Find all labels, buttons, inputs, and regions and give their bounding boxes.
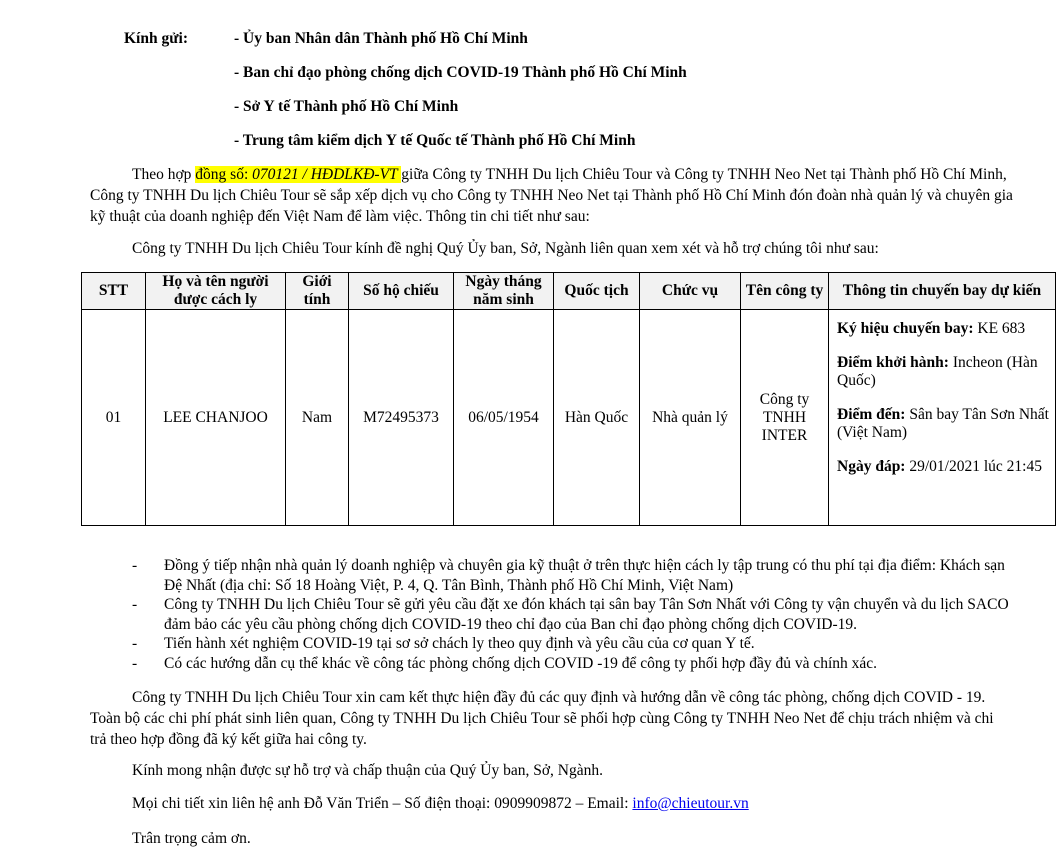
arrival-date-label: Ngày đáp:	[837, 458, 906, 475]
contact-line	[132, 795, 749, 813]
list-item-text: Công ty TNHH Du lịch Chiêu Tour sẽ gửi yêu cầu đặt xe đón khách tại sân bay Tân Sơn Nhất với Công ty vận chuyển và du lịch SACO đảm bảo các yêu cầu phòng chống dịch COVID-19 theo chỉ đạo của Ban chỉ đạo phòng chống dịch COVID-19.	[164, 596, 1009, 633]
arrival-date-value: 29/01/2021 lúc 21:45	[905, 458, 1042, 475]
cell-gender: Nam	[286, 310, 349, 526]
contract-label-highlight: đồng số:	[195, 166, 249, 183]
cell-position: Nhà quản lý	[640, 310, 741, 526]
header-dob: Ngày tháng năm sinh	[454, 273, 554, 310]
list-item	[132, 654, 1012, 674]
departure-value: Incheon (Hàn Quốc)	[837, 354, 1038, 389]
table-header-row	[82, 273, 1056, 310]
arrival-value: Sân bay Tân Sơn Nhất (Việt Nam)	[837, 406, 1049, 441]
flight-number-line	[837, 320, 1049, 338]
arrival-date-line	[837, 458, 1049, 476]
guest-table	[81, 272, 1056, 526]
intro-paragraph	[90, 164, 1015, 227]
bullet-marker: -	[132, 654, 138, 672]
bullet-marker: -	[132, 557, 138, 574]
header-company: Tên công ty	[741, 273, 829, 310]
list-item-text: Tiến hành xét nghiệm COVID-19 tại sơ sở chách ly theo quy định và yêu cầu của cơ quan Y tế.	[164, 635, 755, 652]
header-nationality: Quốc tịch	[554, 273, 640, 310]
table-row	[82, 310, 1056, 526]
cell-flight-info	[829, 310, 1056, 526]
contact-text: Mọi chi tiết xin liên hệ anh Đỗ Văn Triển – Số điện thoại: 0909909872 – Email:	[132, 795, 633, 812]
recipient-item: - Trung tâm kiểm dịch Y tế Quốc tế Thành phố Hồ Chí Minh	[234, 132, 636, 149]
list-item	[132, 595, 1012, 634]
cell-nationality: Hàn Quốc	[554, 310, 640, 526]
signoff-text: Trân trọng cảm ơn.	[132, 830, 251, 847]
list-item	[132, 556, 1012, 595]
recipients-label: Kính gửi:	[124, 30, 188, 47]
intro-part1: Theo hợp	[132, 166, 196, 183]
request-bullet-list	[132, 556, 1012, 673]
flight-number-value: KE 683	[973, 320, 1026, 337]
arrival-label: Điểm đến:	[837, 406, 906, 423]
intro-part2: giữa Công ty TNHH Du lịch Chiêu Tour và Công ty TNHH Neo Net tại Thành phố Hồ Chí Minh, Công ty TNHH Du lịch Chiêu Tour sẽ sắp xếp dịch vụ cho Công ty TNHH Neo Net tại Thành phố Hồ Chí Minh đón đoàn nhà quản lý và chuyên gia kỹ thuật của doanh nghiệp đến Việt Nam để làm việc. Thông tin chi tiết như sau:	[90, 166, 1013, 225]
cell-name: LEE CHANJOO	[146, 310, 286, 526]
header-flight-info: Thông tin chuyến bay dự kiến	[829, 273, 1056, 310]
closing-hope: Kính mong nhận được sự hỗ trợ và chấp thuận của Quý Ủy ban, Sở, Ngành.	[132, 762, 604, 779]
header-passport: Số hộ chiếu	[349, 273, 454, 310]
bullet-marker: -	[132, 596, 138, 613]
departure-label: Điểm khởi hành:	[837, 354, 949, 371]
list-item-text: Có các hướng dẫn cụ thể khác về công tác phòng chống dịch COVID -19 để công ty phối hợp đầy đủ và chính xác.	[164, 654, 878, 672]
departure-line	[837, 354, 1049, 390]
commitment-paragraph: Công ty TNHH Du lịch Chiêu Tour xin cam kết thực hiện đầy đủ các quy định và hướng dẫn về công tác phòng, chống dịch COVID - 19. Toàn bộ các chi phí phát sinh liên quan, Công ty TNHH Du lịch Chiêu Tour sẽ phối hợp cùng Công ty TNHH Neo Net để chịu trách nhiệm và chi trả theo hợp đồng đã ký kết giữa hai công ty.	[90, 689, 994, 748]
request-text: Công ty TNHH Du lịch Chiêu Tour kính đề nghị Quý Ủy ban, Sở, Ngành liên quan xem xét và hỗ trợ chúng tôi như sau:	[132, 240, 879, 257]
email-link[interactable]: info@chieutour.vn	[632, 795, 749, 812]
recipient-item: - Ban chỉ đạo phòng chống dịch COVID-19 Thành phố Hồ Chí Minh	[234, 64, 687, 81]
cell-company: Công ty TNHH INTER	[741, 310, 829, 526]
arrival-line	[837, 406, 1049, 442]
header-gender: Giới tính	[286, 273, 349, 310]
cell-dob: 06/05/1954	[454, 310, 554, 526]
recipient-item: - Sở Y tế Thành phố Hồ Chí Minh	[234, 98, 459, 115]
cell-stt: 01	[82, 310, 146, 526]
list-item	[132, 634, 1012, 654]
list-item-text: Đồng ý tiếp nhận nhà quản lý doanh nghiệp và chuyên gia kỹ thuật ở trên thực hiện cách ly tập trung có thu phí tại địa điểm: Khách sạn Đệ Nhất (địa chỉ: Số 18 Hoàng Việt, P. 4, Q. Tân Bình, Thành phố Hồ Chí Minh, Việt Nam)	[164, 557, 1005, 594]
header-name: Họ và tên người được cách ly	[146, 273, 286, 310]
bullet-marker: -	[132, 635, 138, 652]
cell-passport: M72495373	[349, 310, 454, 526]
flight-number-label: Ký hiệu chuyến bay:	[837, 320, 974, 337]
recipient-item: - Ủy ban Nhân dân Thành phố Hồ Chí Minh	[234, 30, 528, 47]
header-stt: STT	[82, 273, 146, 310]
header-position: Chức vụ	[640, 273, 741, 310]
contract-number-highlight: 070121 / HĐDLKĐ-VT	[248, 166, 402, 183]
